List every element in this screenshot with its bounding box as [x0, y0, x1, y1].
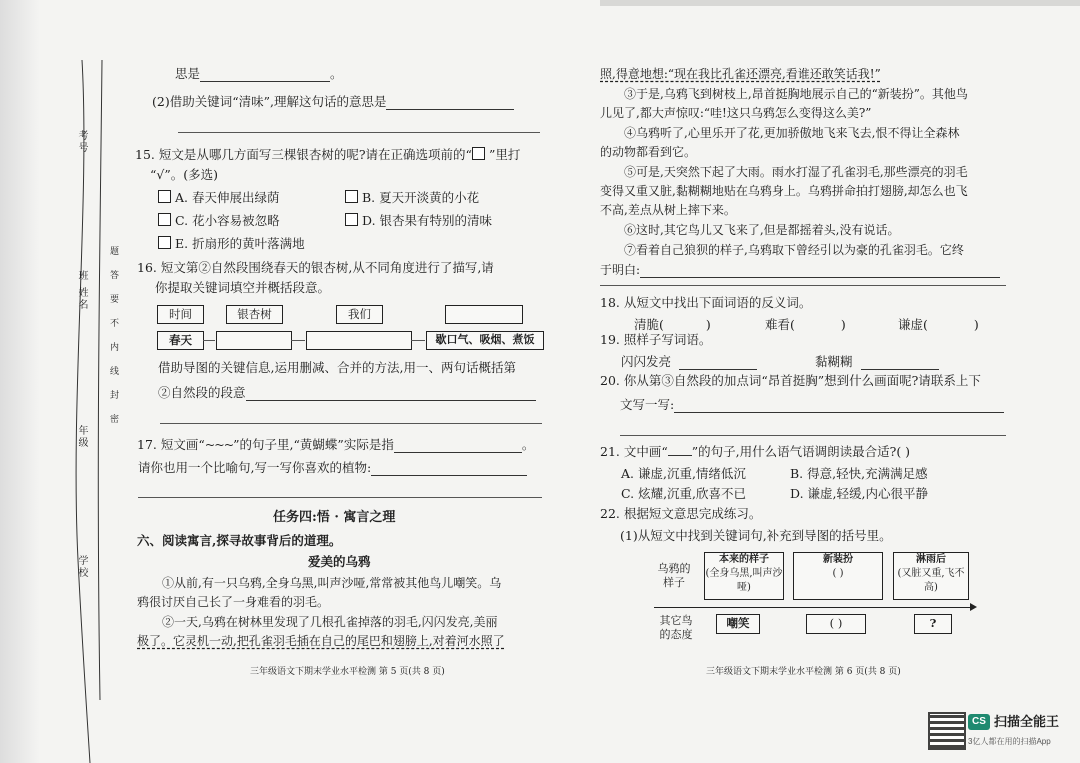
story-p3a: ③于是,乌鸦飞到树枝上,昂首挺胸地展示自己的“新装扮”。其他鸟 — [624, 87, 968, 101]
brand-tagline: 3亿人都在用的扫描App — [968, 737, 1051, 746]
q20-stem: 20. 你从第③自然段的加点词“昂首挺胸”想到什么画面呢?请联系上下 — [600, 373, 981, 388]
q16-stem-2: 你提取关键词填空并概括段意。 — [155, 280, 331, 295]
story-p1b: 鸦很讨厌自己长了一身难看的羽毛。 — [137, 595, 330, 609]
diagram-box-after-rain: 淋雨后 (又脏又重,飞不高) — [893, 552, 969, 600]
left-page-shadow — [0, 0, 40, 763]
answer-line[interactable] — [160, 423, 542, 424]
binding-kaohao: 考号 — [76, 130, 87, 154]
blank[interactable] — [246, 386, 536, 401]
story-p2a: ②一天,乌鸦在树林里发现了几根孔雀掉落的羽毛,闪闪发亮,美丽 — [162, 615, 498, 629]
q22-1-stem: (1)从短文中找到关键词句,补充到导图的括号里。 — [620, 528, 892, 543]
map-box-blank-2[interactable] — [306, 331, 412, 350]
story-p6: ⑥这时,其它鸟儿又飞来了,但是都摇着头,没有说话。 — [624, 223, 900, 237]
map-box-spring: 春天 — [157, 331, 204, 350]
binding-grade: 年级 — [76, 425, 87, 449]
blank[interactable] — [386, 95, 514, 110]
q16-instruction: 借助导图的关键信息,运用删减、合并的方法,用一、两句话概括第 — [158, 360, 516, 375]
map-box-ginkgo: 银杏树 — [226, 305, 283, 324]
cs-logo: CS — [968, 714, 990, 730]
blank[interactable] — [640, 263, 1000, 278]
diagram-attitude-3: ? — [914, 614, 952, 634]
checkbox-sample — [472, 147, 485, 160]
blank[interactable] — [674, 398, 1004, 413]
q18-word-1: 清脆( ) — [634, 317, 711, 332]
page5-footer: 三年级语文下期末学业水平检测 第 5 页(共 8 页) — [250, 667, 445, 677]
map-arrow — [291, 340, 305, 341]
q21-option-d[interactable]: D. 谦虚,轻缓,内心很平静 — [790, 486, 928, 501]
diagram-box-original: 本来的样子 (全身乌黑,叫声沙哑) — [704, 552, 784, 600]
q15-option-a[interactable]: A. 春天伸展出绿荫 — [158, 190, 279, 206]
q15-stem-2: “√”。(多选) — [150, 167, 218, 182]
binding-school: 学校 — [76, 555, 87, 579]
checkbox[interactable] — [345, 213, 358, 226]
story-p7a: ⑦看着自己狼狈的样子,乌鸦取下曾经引以为豪的孔雀羽毛。它终 — [624, 243, 964, 257]
checkbox[interactable] — [158, 236, 171, 249]
map-arrow — [203, 340, 215, 341]
q22-stem: 22. 根据短文意思完成练习。 — [600, 506, 762, 521]
map-box-rest: 歇口气、吸烟、煮饭 — [426, 331, 544, 350]
map-box-time: 时间 — [157, 305, 204, 324]
answer-line-1: 思是 。 — [175, 66, 343, 81]
q15-option-b[interactable]: B. 夏天开淡黄的小花 — [345, 190, 479, 206]
q16-stem: 16. 短文第②自然段围绕春天的银杏树,从不同角度进行了描写,请 — [137, 260, 494, 275]
q18-stem: 18. 从短文中找出下面词语的反义词。 — [600, 295, 812, 310]
q20-stem-2: 文写一写: — [620, 397, 1004, 413]
story-p4a: ④乌鸦听了,心里乐开了花,更加骄傲地飞来飞去,恨不得让全森林 — [624, 126, 960, 140]
q21-option-a[interactable]: A. 谦虚,沉重,情绪低沉 — [621, 466, 746, 481]
section6-heading: 六、阅读寓言,探寻故事背后的道理。 — [137, 533, 342, 548]
blank[interactable] — [679, 355, 757, 370]
checkbox[interactable] — [345, 190, 358, 203]
story-p7b: 于明白: — [600, 262, 1000, 278]
checkbox[interactable] — [158, 190, 171, 203]
diagram-box-new-look[interactable]: 新装扮 ( ) — [793, 552, 883, 600]
story-p1a: ①从前,有一只乌鸦,全身乌黑,叫声沙哑,常常被其他鸟儿嘲笑。乌 — [162, 576, 502, 590]
brand-name: 扫描全能王 — [994, 714, 1060, 729]
blank[interactable] — [200, 67, 330, 82]
checkbox[interactable] — [158, 213, 171, 226]
q16-answer: ②自然段的段意 — [158, 385, 536, 401]
seal-line-text: 题 答 要 不 内 线 封 密 — [110, 247, 120, 425]
q21-option-c[interactable]: C. 炫耀,沉重,欣喜不已 — [621, 486, 747, 501]
q15-option-d[interactable]: D. 银杏果有特别的清味 — [345, 213, 492, 229]
story-p2b: 极了。它灵机一动,把孔雀羽毛插在自己的尾巴和翅膀上,对着河水照了 — [137, 634, 505, 648]
map-box-blank-1[interactable] — [216, 331, 292, 350]
diagram-row1-label: 乌鸦的样子 — [657, 562, 691, 589]
q19-stem: 19. 照样子写词语。 — [600, 332, 712, 347]
qr-code — [928, 712, 966, 750]
story-p5b: 变得又重又脏,黏糊糊地贴在乌鸦身上。乌鸦拼命拍打翅膀,却怎么也飞 — [600, 184, 968, 198]
diagram-timeline — [654, 607, 972, 608]
q15-option-c[interactable]: C. 花小容易被忽略 — [158, 213, 280, 229]
q18-word-3: 谦虚( ) — [898, 317, 979, 332]
q15-stem: 15. 短文是从哪几方面写三棵银杏树的呢?请在正确选项前的“ ”里打 — [135, 147, 521, 162]
story-title: 爱美的乌鸦 — [308, 554, 371, 569]
story-p4b: 的动物都看到它。 — [600, 145, 697, 159]
answer-line[interactable] — [620, 435, 1006, 436]
q19-example-1: 闪闪发亮 — [621, 354, 757, 370]
diagram-attitude-1: 嘲笑 — [716, 614, 760, 634]
diagram-arrowhead — [970, 603, 977, 611]
blank[interactable] — [861, 355, 939, 370]
story-p3b: 儿见了,都大声惊叹:“哇!这只乌鸦怎么变得这么美?” — [600, 106, 872, 120]
story-p5a: ⑤可是,天突然下起了大雨。雨水打湿了孔雀羽毛,那些漂亮的羽毛 — [624, 165, 968, 179]
q15-option-e[interactable]: E. 折扇形的黄叶落满地 — [158, 236, 305, 252]
q21-option-b[interactable]: B. 得意,轻快,充满满足感 — [790, 466, 928, 481]
story-p5c: 不高,差点从树上摔下来。 — [600, 203, 736, 217]
story-cont: 照,得意地想:“现在我比孔雀还漂亮,看谁还敢笑话我!” — [600, 67, 881, 81]
diagram-row2-label: 其它鸟的态度 — [659, 614, 693, 641]
q17-stem-2: 请你也用一个比喻句,写一写你喜欢的植物: — [138, 460, 527, 476]
binding-name: 班 姓名 — [76, 270, 87, 312]
top-dark-strip — [600, 0, 1080, 6]
task4-heading: 任务四:悟 · 寓言之理 — [273, 510, 396, 525]
map-box-we: 我们 — [336, 305, 383, 324]
map-arrow — [411, 340, 425, 341]
q18-word-2: 难看( ) — [765, 317, 846, 332]
map-box-empty-top[interactable] — [445, 305, 523, 324]
q19-example-2: 黏糊糊 — [815, 354, 939, 370]
q17-stem: 17. 短文画“~~~”的句子里,“黄蝴蝶”实际是指 。 — [137, 437, 535, 452]
answer-line[interactable] — [600, 285, 1006, 286]
page6-footer: 三年级语文下期末学业水平检测 第 6 页(共 8 页) — [706, 667, 901, 677]
blank[interactable] — [371, 461, 527, 476]
q21-stem: 21. 文中画“ ”的句子,用什么语气语调朗读最合适?( ) — [600, 444, 911, 459]
q14-2: (2)借助关键词“清味”,理解这句话的意思是 — [152, 94, 514, 110]
diagram-attitude-2[interactable]: ( ) — [806, 614, 866, 634]
answer-line[interactable] — [178, 132, 540, 133]
blank[interactable] — [394, 438, 522, 453]
answer-line[interactable] — [138, 497, 542, 498]
